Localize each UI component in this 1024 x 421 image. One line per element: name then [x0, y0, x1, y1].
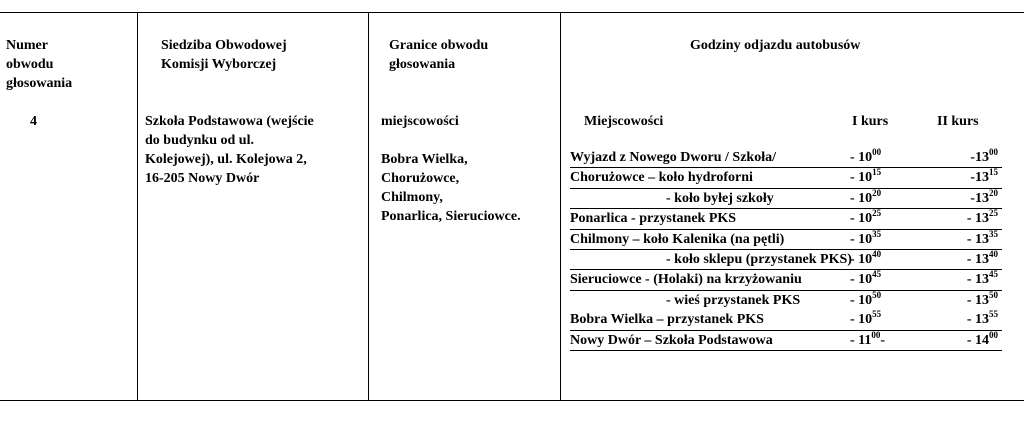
departure-time-course2: [967, 291, 998, 310]
schedule-row: [570, 310, 1002, 330]
schedule-row: [570, 270, 1002, 290]
time-minutes: 15: [872, 167, 882, 178]
time-hour: 10: [858, 231, 873, 247]
schedule-row: [570, 168, 1002, 188]
time-hour: 10: [858, 312, 873, 328]
time-hour: 13: [975, 292, 989, 308]
schedule-place: - koło byłej szkoły: [666, 190, 774, 206]
departure-time-course1: [850, 209, 881, 228]
header-commission: Siedziba Obwodowej Komisji Wyborczej: [161, 38, 287, 72]
departure-time-course1: [850, 250, 881, 269]
header-departures: Godziny odjazdu autobusów: [690, 38, 861, 53]
time-hour: 13: [975, 272, 989, 288]
time-prefix: -: [966, 211, 975, 227]
time-hour: 10: [858, 251, 873, 267]
time-minutes: 15: [989, 167, 998, 178]
departure-time-course1: [850, 230, 881, 249]
table-bottom-border: [0, 400, 1024, 401]
time-minutes: 50: [872, 289, 882, 300]
cell-commission: Szkoła Podstawowa (wejście do budynku od ul. Kolejowej), ul. Kolejowa 2, 16-205 Nowy Dwór: [145, 114, 314, 186]
time-minutes: 20: [989, 187, 998, 198]
schedule-place: Nowy Dwór – Szkoła Podstawowa: [570, 332, 773, 348]
time-hour: 13: [975, 150, 989, 165]
cell-boundaries-list: Bobra Wielka, Chorużowce, Chilmony, Ponarlica, Sieruciowce.: [381, 152, 521, 224]
departure-time-course2: [967, 270, 998, 289]
table-top-border: [0, 12, 1024, 13]
departure-time-course2: [967, 310, 998, 329]
time-minutes: 40: [989, 248, 998, 259]
time-prefix: -: [850, 312, 859, 328]
time-prefix: -: [850, 190, 859, 206]
schedule-row: [570, 331, 1002, 351]
schedule-place: - koło sklepu (przystanek PKS): [666, 251, 852, 267]
schedule-place: Bobra Wielka – przystanek PKS: [570, 312, 764, 328]
time-minutes: 35: [872, 228, 882, 239]
time-minutes: 00: [989, 329, 998, 340]
col-divider-1: [137, 12, 138, 401]
time-prefix: -: [850, 170, 859, 186]
time-hour: 13: [975, 312, 989, 328]
time-prefix: -: [850, 231, 859, 247]
departure-time-course1: [850, 331, 885, 350]
schedule-place: Sieruciowce - (Holaki) na krzyżowaniu: [570, 272, 802, 288]
departure-time-course1: [850, 189, 881, 208]
departure-time-course2: [967, 250, 998, 269]
time-prefix: -: [850, 332, 859, 348]
cell-number: 4: [30, 114, 37, 129]
schedule-place: Wyjazd z Nowego Dworu / Szkoła/: [570, 150, 776, 165]
departure-time-course2: [970, 148, 998, 167]
time-hour: 13: [975, 251, 989, 267]
schedule-header-place: Miejscowości: [584, 114, 664, 129]
schedule-place: - wieś przystanek PKS: [666, 292, 801, 308]
departure-time-course2: [970, 189, 998, 208]
time-minutes: 00: [871, 329, 881, 340]
cell-boundaries-label: miejscowości: [381, 114, 459, 129]
time-prefix: -: [966, 332, 975, 348]
time-prefix: -: [970, 150, 975, 165]
time-minutes: 00: [989, 147, 998, 157]
time-hour: 10: [858, 211, 873, 227]
schedule-row: [570, 189, 1002, 209]
time-prefix: -: [850, 272, 859, 288]
schedule-row: [570, 250, 1002, 270]
time-minutes: 55: [989, 309, 998, 320]
col-divider-2: [368, 12, 369, 401]
time-minutes: 25: [989, 208, 998, 219]
time-hour: 13: [975, 231, 989, 247]
schedule-row: [570, 148, 1002, 168]
time-prefix: -: [966, 272, 975, 288]
departure-time-course2: [967, 230, 998, 249]
time-minutes: 25: [872, 208, 882, 219]
header-boundaries: Granice obwodu głosowania: [389, 38, 489, 72]
time-minutes: 50: [989, 289, 998, 300]
col-divider-3: [560, 12, 561, 401]
time-minutes: 45: [989, 269, 998, 280]
time-minutes: 35: [989, 228, 998, 239]
time-hour: 10: [858, 292, 873, 308]
departure-time-course2: [967, 331, 998, 350]
schedule-place: Chilmony – koło Kalenika (na pętli): [570, 231, 785, 247]
time-prefix: -: [966, 312, 975, 328]
schedule-row: [570, 230, 1002, 250]
schedule-place: Ponarlica - przystanek PKS: [570, 211, 737, 227]
time-hour: 10: [858, 150, 873, 165]
departure-schedule: [570, 148, 1002, 351]
time-prefix: -: [966, 292, 975, 308]
time-hour: 13: [975, 170, 989, 186]
time-hour: 10: [858, 190, 873, 206]
time-prefix: -: [850, 150, 859, 165]
departure-time-course2: [970, 168, 998, 187]
time-minutes: 45: [872, 269, 882, 280]
time-prefix: -: [850, 211, 859, 227]
departure-time-course1: [850, 310, 881, 329]
schedule-place: Chorużowce – koło hydroforni: [570, 170, 753, 186]
time-suffix: -: [880, 332, 886, 348]
header-number: Numer obwodu głosowania: [6, 38, 73, 91]
time-minutes: 55: [872, 309, 882, 320]
departure-time-course1: [850, 168, 881, 187]
schedule-header-course1: I kurs: [852, 114, 889, 129]
time-prefix: -: [966, 251, 975, 267]
time-prefix: -: [970, 190, 975, 206]
time-hour: 11: [858, 332, 872, 348]
time-prefix: -: [966, 231, 975, 247]
schedule-header-course2: II kurs: [937, 114, 979, 129]
time-hour: 10: [858, 272, 873, 288]
time-hour: 10: [858, 170, 873, 186]
departure-time-course1: [850, 148, 881, 167]
time-hour: 13: [975, 190, 989, 206]
time-minutes: 40: [872, 248, 882, 259]
schedule-row: [570, 291, 1002, 310]
departure-time-course1: [850, 291, 881, 310]
time-hour: 13: [975, 211, 989, 227]
time-hour: 14: [975, 332, 989, 348]
time-prefix: -: [850, 251, 859, 267]
time-prefix: -: [850, 292, 859, 308]
departure-time-course1: [850, 270, 881, 289]
time-minutes: 00: [872, 147, 882, 157]
time-prefix: -: [970, 170, 975, 186]
schedule-row: [570, 209, 1002, 229]
departure-time-course2: [967, 209, 998, 228]
time-minutes: 20: [872, 187, 882, 198]
